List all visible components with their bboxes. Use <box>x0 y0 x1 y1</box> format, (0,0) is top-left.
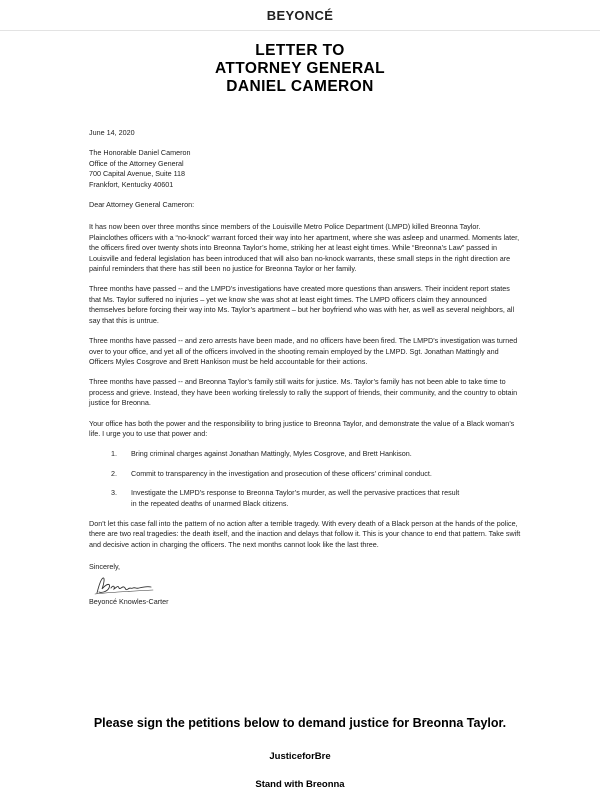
signature-block <box>89 562 521 607</box>
signer-name: Beyoncé Knowles-Carter <box>89 596 169 606</box>
list-number: 1. <box>111 449 117 459</box>
address-line: Office of the Attorney General <box>89 158 184 168</box>
list-text: Bring criminal charges against Jonathan Mattingly, Myles Cosgrove, and Brett Hankison. <box>131 449 412 459</box>
list-number: 3. <box>111 488 117 498</box>
letter-paragraph: Three months have passed -- and Breonna Taylor’s family still waits for justice. Ms. Taylor’s family has not been able to take time to process and grieve. Instead, they have been working tirelessly to rally the support of friends, their community, and the country to obtain justice for Breonna. <box>89 377 518 408</box>
petition-call-to-action: Please sign the petitions below to demand justice for Breonna Taylor. <box>93 716 507 730</box>
list-number: 2. <box>111 468 117 478</box>
letter-body <box>89 128 521 607</box>
page-title <box>0 42 600 96</box>
letter-paragraph: It has now been over three months since members of the Louisville Metro Police Department (LMPD) killed Breonna Taylor. Plainclothes officers with a “no-knock” warrant forced their way into her apartment, where she was asleep and unarmed. Moments later, the officers fired over twenty shots into Breonna Taylor’s home, striking her at least eight times. While “Breonna’s Law” passed in Louisville and federal legislation has been introduced that will also ban no-knock warrants, these small steps in the right direction are painful reminders that there has still been no justice for Breonna Taylor or her family. <box>89 222 520 274</box>
site-header <box>0 0 600 31</box>
title-line: ATTORNEY GENERAL <box>214 60 386 77</box>
brand-logo[interactable]: BEYONCÉ <box>266 7 334 23</box>
closing-paragraph: Don’t let this case fall into the pattern of no action after a terrible tragedy. With every death of a Black person at the hands of the police, there are two real tragedies: the death itself, and the inaction and delays that follow it. This is your chance to end that pattern. Take swift and decisive action in charging the officers. The next months cannot look like the last three. <box>89 518 521 549</box>
list-item <box>89 469 521 479</box>
letter-paragraph: Your office has both the power and the responsibility to bring justice to Breonna Taylor, and demonstrate the value of a Black woman’s life. I urge you to use that power and: <box>89 418 515 438</box>
list-item <box>89 488 521 509</box>
address-line: 700 Capital Avenue, Suite 118 <box>89 169 186 179</box>
letter-paragraph: Three months have passed -- and the LMPD’s investigations have created more questions than answers. Their incident report states that Ms. Taylor suffered no injuries – yet we know she was shot at least eight times. The LMPD officers claim they announced themselves before forcing their way into Ms. Taylor’s apartment – but her boyfriend who was with her, as well as several neighbors, all say that this is untrue. <box>89 284 515 325</box>
petition-link-stand-with-breonna[interactable]: Stand with Breonna <box>255 779 345 790</box>
address-line: The Honorable Daniel Cameron <box>89 148 191 158</box>
signoff: Sincerely, <box>89 562 121 572</box>
list-text: Commit to transparency in the investigation and prosecution of these officers’ criminal conduct. <box>131 468 432 478</box>
petition-link-justice-for-bre[interactable]: JusticeforBre <box>269 751 331 762</box>
letter-date: June 14, 2020 <box>89 128 135 137</box>
demands-list <box>89 449 521 509</box>
title-line: DANIEL CAMERON <box>226 78 374 95</box>
salutation: Dear Attorney General Cameron: <box>89 200 195 210</box>
list-text: Investigate the LMPD’s response to Breonna Taylor’s murder, as well the pervasive practices that result in the repeated deaths of unarmed Black citizens. <box>131 488 460 508</box>
handwritten-signature <box>93 575 157 597</box>
letter-paragraph: Three months have passed -- and zero arrests have been made, and no officers have been fired. The LMPD’s investigation was turned over to your office, and yet all of the officers involved in the shooting remain employed by the LMPD. Sgt. Jonathan Mattingly and Officers Myles Cosgrove and Brett Hankison must be held accountable for their actions. <box>89 336 518 366</box>
address-line: Frankfort, Kentucky 40601 <box>89 179 174 189</box>
title-line: LETTER TO <box>255 42 345 59</box>
recipient-address <box>89 148 521 190</box>
list-item <box>89 449 521 459</box>
